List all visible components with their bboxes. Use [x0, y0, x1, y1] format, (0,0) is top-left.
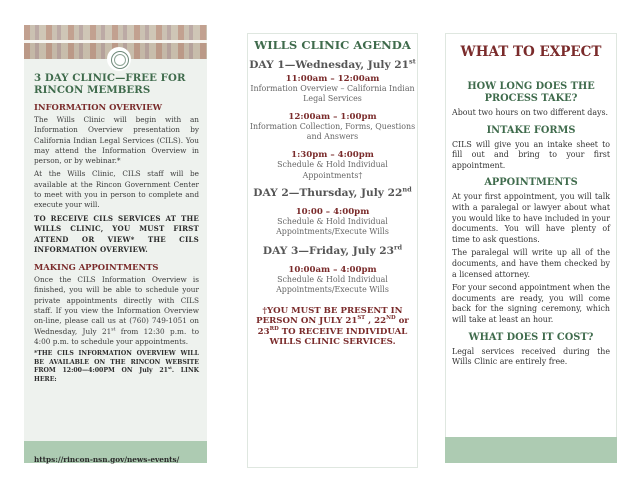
section-heading-duration: HOW LONG DOES THE PROCESS TAKE?	[467, 81, 595, 104]
agenda-panel	[247, 33, 418, 468]
session-time: 12:00am – 1:00pm	[288, 111, 377, 122]
in-person-notice: †YOU MUST BE PRESENT IN PERSON ON JULY 21ST , 22ND or 23RD TO RECEIVE INDIVIDUAL WILLS CLINIC SERVICES.	[256, 305, 409, 348]
day-3-heading: DAY 3—Friday, July 23rd	[262, 243, 403, 258]
session-description: Schedule & Hold Individual Appointments/Execute Wills	[276, 275, 389, 295]
session-time: 1:30pm – 4:00pm	[291, 150, 374, 161]
section-paragraph: Legal services received during the Wills Clinic are entirely free.	[452, 346, 610, 367]
what-to-expect-panel	[445, 33, 617, 463]
session-time: 10:00 – 4:00pm	[295, 206, 370, 217]
webinar-note: *THE CILS INFORMATION OVERVIEW WILL BE AVAILABLE ON THE RINCON WEBSITE FROM 12:00—4:00PM ON July 21st. LINK HERE:	[34, 350, 199, 383]
making-appointments-heading: MAKING APPOINTMENTS	[34, 262, 159, 273]
attendance-requirement: TO RECEIVE CILS SERVICES AT THE WILLS CLINIC, YOU MUST FIRST ATTEND OR VIEW* THE CILS INFORMATION OVERVIEW.	[34, 213, 199, 255]
footer-band	[445, 437, 617, 463]
session-time: 11:00am – 12:00am	[285, 73, 380, 84]
session-description: Information Collection, Forms, Questions and Answers	[249, 121, 416, 142]
session-time: 10:00am – 4:00pm	[288, 265, 377, 276]
day-1-heading: DAY 1—Wednesday, July 21st	[249, 56, 416, 71]
section-paragraph: About two hours on two different days.	[452, 108, 609, 117]
info-overview-heading: INFORMATION OVERVIEW	[34, 102, 162, 112]
section-heading-cost: WHAT DOES IT COST?	[468, 331, 594, 343]
what-to-expect-title: WHAT TO EXPECT	[460, 44, 602, 60]
info-paragraph-2: At the Wills Clinic, CILS staff will be available at the Rincon Government Center to meet with you in person to complete and execute your will.	[34, 169, 199, 210]
news-events-link[interactable]: https://rincon-nsn.gov/news-events/	[34, 455, 180, 464]
link-bar	[24, 441, 207, 463]
section-heading-intake-forms: INTAKE FORMS	[486, 124, 576, 136]
info-paragraph-1: The Wills Clinic will begin with an Information Overview presentation by California Indian Legal Services (CILS). You may attend the Information Overview in person, or by webinar.*	[34, 115, 199, 166]
circle-emblem-icon	[107, 47, 131, 71]
section-paragraph: At your first appointment, you will talk with a paralegal or lawyer about what you would like to have included in your documents. You will have plenty of time to ask questions.	[452, 192, 610, 244]
section-paragraph: For your second appointment when the documents are ready, you will come back for the signing ceremony, which will take at least an hour.	[452, 283, 610, 324]
left-panel	[24, 25, 207, 463]
section-paragraph: CILS will give you an intake sheet to fill out and bring to your first appointment.	[452, 139, 610, 170]
left-panel-title: 3 DAY CLINIC—FREE FOR RINCON MEMBERS	[34, 72, 186, 96]
day-2-heading: DAY 2—Thursday, July 22nd	[253, 185, 412, 199]
session-description: Schedule & Hold Individual Appointments†	[277, 160, 388, 180]
session-description: Information Overview – California Indian Legal Services	[250, 83, 415, 103]
agenda-title: WILLS CLINIC AGENDA	[254, 38, 411, 52]
section-paragraph: The paralegal will write up all of the documents, and have them checked by a licensed attorney.	[452, 248, 610, 279]
appointments-paragraph: Once the CILS Information Overview is finished, you will be able to schedule your private appointments directly with CILS staff. If you view the Information Overview on-line, please call us at (760) 749-1051 on Wednesday, July 21st from 12:30 p.m. to 4:00 p.m. to schedule your appointments.	[34, 275, 199, 346]
section-heading-appointments: APPOINTMENTS	[484, 177, 578, 189]
session-description: Schedule & Hold Individual Appointments/Execute Wills	[276, 216, 389, 236]
